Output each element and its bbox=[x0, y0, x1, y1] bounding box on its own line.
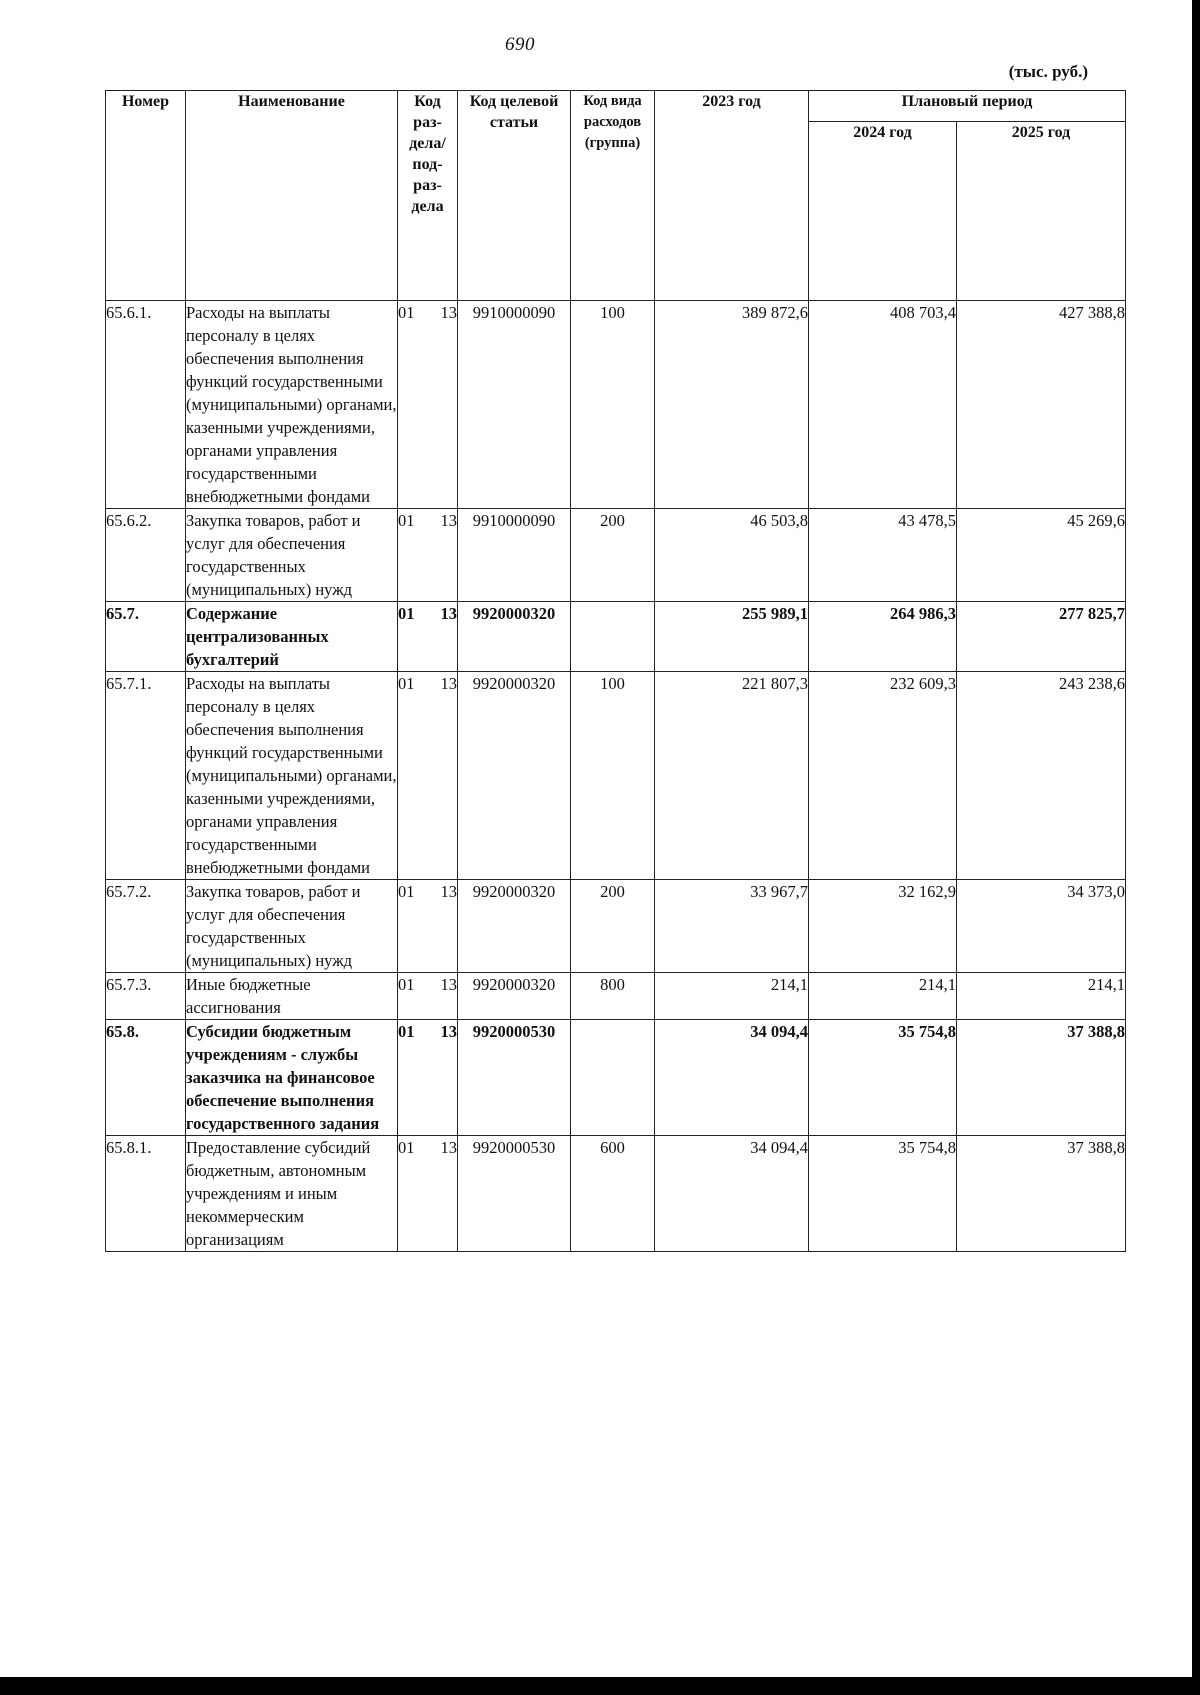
header-section: Код раз- дела/ под- раз- дела bbox=[398, 91, 458, 301]
row-amount-2025: 214,1 bbox=[957, 973, 1126, 1020]
row-amount-2025: 37 388,8 bbox=[957, 1136, 1126, 1252]
row-amount-2025: 427 388,8 bbox=[957, 301, 1126, 509]
row-name: Закупка товаров, работ и услуг для обеспечения государственных (муниципальных) нужд bbox=[186, 509, 398, 602]
row-name: Содержание централизованных бухгалтерий bbox=[186, 602, 398, 672]
section-code: 01 bbox=[398, 1022, 415, 1041]
row-target-code: 9920000320 bbox=[458, 672, 571, 880]
subsection-code: 13 bbox=[440, 511, 457, 530]
table-body bbox=[106, 301, 1126, 1252]
row-name: Иные бюджетные ассигнования bbox=[186, 973, 398, 1020]
table-row bbox=[106, 509, 1126, 602]
row-amount-2024: 35 754,8 bbox=[809, 1136, 957, 1252]
row-expense-code bbox=[571, 602, 655, 672]
section-code: 01 bbox=[398, 975, 415, 994]
row-amount-2023: 46 503,8 bbox=[655, 509, 809, 602]
header-2023: 2023 год bbox=[655, 91, 809, 301]
page-number: 690 bbox=[505, 34, 535, 55]
row-name: Закупка товаров, работ и услуг для обеспечения государственных (муниципальных) нужд bbox=[186, 880, 398, 973]
budget-table bbox=[105, 90, 1126, 1252]
row-amount-2023: 389 872,6 bbox=[655, 301, 809, 509]
row-expense-code: 100 bbox=[571, 672, 655, 880]
section-code-pair bbox=[398, 602, 457, 625]
section-code: 01 bbox=[398, 604, 415, 623]
row-amount-2025: 45 269,6 bbox=[957, 509, 1126, 602]
row-amount-2024: 264 986,3 bbox=[809, 602, 957, 672]
row-section-code bbox=[398, 1136, 458, 1252]
row-name: Субсидии бюджетным учреждениям - службы заказчика на финансовое обеспечение выполнения государственного задания bbox=[186, 1020, 398, 1136]
row-name: Предоставление субсидий бюджетным, автономным учреждениям и иным некоммерческим организациям bbox=[186, 1136, 398, 1252]
header-number: Номер bbox=[106, 91, 186, 301]
table-row bbox=[106, 1020, 1126, 1136]
section-code-pair bbox=[398, 301, 457, 324]
table-row bbox=[106, 301, 1126, 509]
row-name: Расходы на выплаты персоналу в целях обеспечения выполнения функций государственными (муниципальными) органами, казенными учреждениями, органами управления государственными внебюджетными фондами bbox=[186, 301, 398, 509]
section-code-pair bbox=[398, 973, 457, 996]
header-2024: 2024 год bbox=[809, 122, 957, 301]
row-amount-2023: 34 094,4 bbox=[655, 1136, 809, 1252]
table-row bbox=[106, 973, 1126, 1020]
row-section-code bbox=[398, 880, 458, 973]
row-section-code bbox=[398, 973, 458, 1020]
table-row bbox=[106, 672, 1126, 880]
row-amount-2024: 43 478,5 bbox=[809, 509, 957, 602]
row-number: 65.7.3. bbox=[106, 973, 186, 1020]
subsection-code: 13 bbox=[440, 1138, 457, 1157]
section-code: 01 bbox=[398, 674, 415, 693]
subsection-code: 13 bbox=[440, 604, 457, 623]
row-amount-2024: 35 754,8 bbox=[809, 1020, 957, 1136]
row-expense-code bbox=[571, 1020, 655, 1136]
subsection-code: 13 bbox=[440, 1022, 457, 1041]
row-expense-code: 200 bbox=[571, 509, 655, 602]
row-target-code: 9920000530 bbox=[458, 1136, 571, 1252]
row-expense-code: 800 bbox=[571, 973, 655, 1020]
row-number: 65.7.2. bbox=[106, 880, 186, 973]
section-code: 01 bbox=[398, 1138, 415, 1157]
row-amount-2024: 232 609,3 bbox=[809, 672, 957, 880]
row-section-code bbox=[398, 1020, 458, 1136]
row-expense-code: 600 bbox=[571, 1136, 655, 1252]
header-expense: Код вида расходов (группа) bbox=[571, 91, 655, 301]
subsection-code: 13 bbox=[440, 674, 457, 693]
row-amount-2024: 214,1 bbox=[809, 973, 957, 1020]
row-number: 65.8. bbox=[106, 1020, 186, 1136]
row-amount-2025: 243 238,6 bbox=[957, 672, 1126, 880]
row-amount-2023: 221 807,3 bbox=[655, 672, 809, 880]
row-amount-2024: 32 162,9 bbox=[809, 880, 957, 973]
row-target-code: 9910000090 bbox=[458, 509, 571, 602]
row-name: Расходы на выплаты персоналу в целях обеспечения выполнения функций государственными (муниципальными) органами, казенными учреждениями, органами управления государственными внебюджетными фондами bbox=[186, 672, 398, 880]
units-label: (тыс. руб.) bbox=[1008, 62, 1088, 81]
row-amount-2025: 37 388,8 bbox=[957, 1020, 1126, 1136]
row-expense-code: 100 bbox=[571, 301, 655, 509]
table-row bbox=[106, 1136, 1126, 1252]
table-row bbox=[106, 602, 1126, 672]
subsection-code: 13 bbox=[440, 303, 457, 322]
row-amount-2023: 214,1 bbox=[655, 973, 809, 1020]
row-amount-2025: 277 825,7 bbox=[957, 602, 1126, 672]
row-amount-2023: 33 967,7 bbox=[655, 880, 809, 973]
row-number: 65.7. bbox=[106, 602, 186, 672]
row-number: 65.6.1. bbox=[106, 301, 186, 509]
row-amount-2023: 34 094,4 bbox=[655, 1020, 809, 1136]
row-section-code bbox=[398, 602, 458, 672]
row-number: 65.7.1. bbox=[106, 672, 186, 880]
header-name: Наименование bbox=[186, 91, 398, 301]
section-code-pair bbox=[398, 1020, 457, 1043]
row-target-code: 9920000320 bbox=[458, 880, 571, 973]
row-target-code: 9920000320 bbox=[458, 973, 571, 1020]
row-section-code bbox=[398, 672, 458, 880]
section-code-pair bbox=[398, 672, 457, 695]
row-target-code: 9920000320 bbox=[458, 602, 571, 672]
row-number: 65.6.2. bbox=[106, 509, 186, 602]
row-amount-2024: 408 703,4 bbox=[809, 301, 957, 509]
row-section-code bbox=[398, 509, 458, 602]
section-code-pair bbox=[398, 880, 457, 903]
subsection-code: 13 bbox=[440, 882, 457, 901]
row-target-code: 9920000530 bbox=[458, 1020, 571, 1136]
header-planned-period: Плановый период bbox=[809, 91, 1126, 122]
header-target: Код целевой статьи bbox=[458, 91, 571, 301]
header-row-1 bbox=[106, 91, 1126, 122]
row-number: 65.8.1. bbox=[106, 1136, 186, 1252]
row-target-code: 9910000090 bbox=[458, 301, 571, 509]
section-code-pair bbox=[398, 509, 457, 532]
section-code: 01 bbox=[398, 303, 415, 322]
row-amount-2025: 34 373,0 bbox=[957, 880, 1126, 973]
row-expense-code: 200 bbox=[571, 880, 655, 973]
section-code-pair bbox=[398, 1136, 457, 1159]
header-2025: 2025 год bbox=[957, 122, 1126, 301]
row-amount-2023: 255 989,1 bbox=[655, 602, 809, 672]
section-code: 01 bbox=[398, 882, 415, 901]
table-row bbox=[106, 880, 1126, 973]
row-section-code bbox=[398, 301, 458, 509]
subsection-code: 13 bbox=[440, 975, 457, 994]
section-code: 01 bbox=[398, 511, 415, 530]
